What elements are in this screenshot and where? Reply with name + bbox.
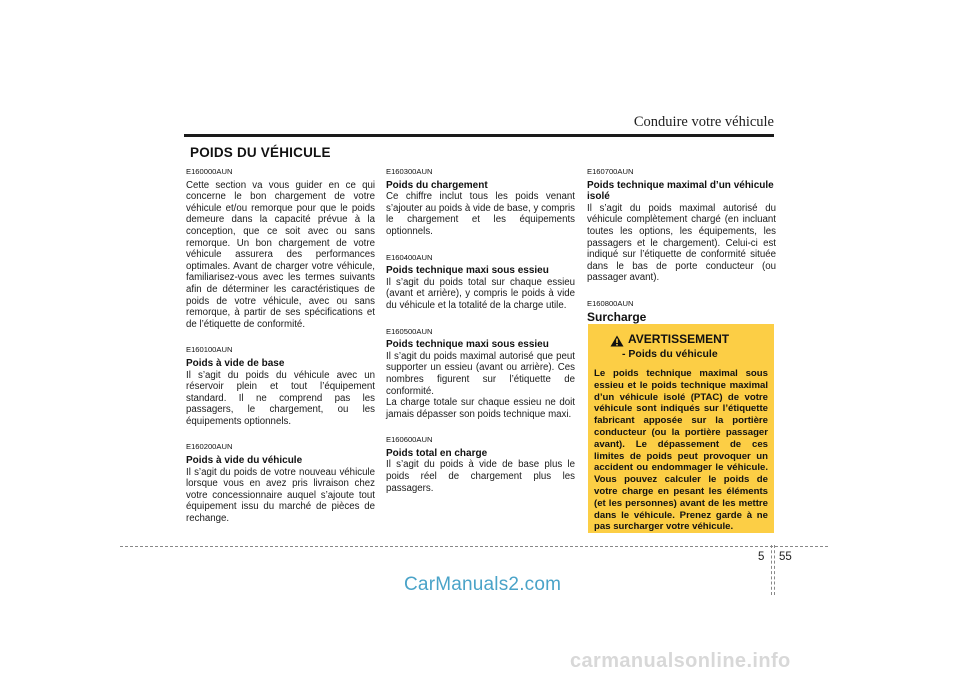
chapter-number: 5 <box>758 551 765 563</box>
column-2 <box>386 166 575 494</box>
section-code: E160800AUN <box>587 298 634 308</box>
section-code: E160500AUN <box>386 326 433 336</box>
footer-divider <box>774 545 775 595</box>
paragraph: Ce chiffre inclut tous les poids venant s’ajouter au poids à vide de base, y compris le chargement et les équipements optionnels. <box>386 191 575 237</box>
warning-box <box>588 324 774 533</box>
section-code: E160300AUN <box>386 167 433 176</box>
column-1 <box>186 166 375 525</box>
section-code: E160700AUN <box>587 167 634 176</box>
section-code: E160600AUN <box>386 435 433 445</box>
paragraph: Il s’agit du poids à vide de base plus le poids réel de chargement plus les passagers. <box>386 459 575 494</box>
header-rule <box>184 134 774 137</box>
paragraph: Il s’agit du poids maximal autorisé du véhicule complètement chargé (en incluant toutes les options, les équipements, les passagers et le chargement). Celui-ci est indiqué sur l’étiquette de conformité située dans le bas de porte conducteur (ou passager avant). <box>587 202 776 284</box>
paragraph: La charge totale sur chaque essieu ne doit jamais dépasser son poids technique maxi. <box>386 397 575 420</box>
warning-title: AVERTISSEMENT <box>628 332 730 346</box>
subsection-heading: Surcharge <box>587 309 647 324</box>
subsection-heading: Poids à vide du véhicule <box>186 455 303 467</box>
section-code: E160000AUN <box>186 167 233 176</box>
paragraph: Cette section va vous guider en ce qui concerne le bon chargement de votre véhicule et/ou remorque pour que le poids demeure dans la capacité prévue à la conception, que ce soit avec ou sans remorque. Un bon chargement de votre véhicule assurera des performances optimales. Avant de charger votre véhicule, familiarisez-vous avec les termes suivants afin de déterminer les caractéristiques de poids de votre véhicule, avec ou sans remorque, à partir de ses spécifications et de l’étiquette de conformité. <box>186 179 375 330</box>
footer-divider <box>771 545 772 595</box>
paragraph: Il s’agit du poids maximal autorisé que peut supporter un essieu (avant ou arrière). Ces nombres figurent sur l’étiquette de conformité. <box>386 350 575 397</box>
warning-text: Le poids technique maximal sous essieu et le poids technique maximal d’un véhicule isolé (PTAC) de votre véhicule sont indiqués sur l’étiquette fabricant apposée sur la portière conducteur (ou la portière passager avant). Le dépassement de ces limites de poids peut provoquer un accident ou endommager le véhicule. Vous pouvez calculer le poids de votre charge en pesant les éléments (et les personnes) avant de les mettre dans le véhicule. Prenez garde à ne pas surcharger votre véhicule. <box>594 368 768 533</box>
subsection-heading: Poids du chargement <box>386 179 488 191</box>
paragraph: Il s’agit du poids total sur chaque essieu (avant et arrière), y compris le poids à vide du véhicule et la totalité de la charge utile. <box>386 276 575 311</box>
section-code: E160200AUN <box>186 442 233 452</box>
column-3 <box>587 166 776 323</box>
page-header-title: Conduire votre véhicule <box>633 114 774 130</box>
page-number: 55 <box>779 551 792 563</box>
section-title: POIDS DU VÉHICULE <box>190 145 331 160</box>
section-code: E160100AUN <box>186 345 233 355</box>
subsection-heading: Poids technique maximal d’un véhicule isolé <box>587 179 774 203</box>
section-code: E160400AUN <box>386 252 433 262</box>
subsection-heading: Poids à vide de base <box>186 357 285 369</box>
watermark-online: carmanualsonline.info <box>570 650 791 672</box>
watermark-carmanuals: CarManuals2.com <box>404 574 562 595</box>
subsection-heading: Poids technique maxi sous essieu <box>386 339 549 351</box>
paragraph: Il s’agit du poids du véhicule avec un réservoir plein et tout l’équipement standard. Il ne comprend pas les passagers, le chargement, ou les équipements optionnels. <box>186 369 375 427</box>
footer-rule <box>120 546 828 547</box>
subsection-heading: Poids technique maxi sous essieu <box>386 265 549 277</box>
warning-header <box>594 332 768 368</box>
subsection-heading: Poids total en charge <box>386 447 488 459</box>
warning-subtitle: - Poids du véhicule <box>622 348 718 360</box>
paragraph: Il s’agit du poids de votre nouveau véhicule lorsque vous en avez pris livraison chez votre concessionnaire auquel s’ajoute tout équipement issu du marché de pièces de rechange. <box>186 466 375 525</box>
